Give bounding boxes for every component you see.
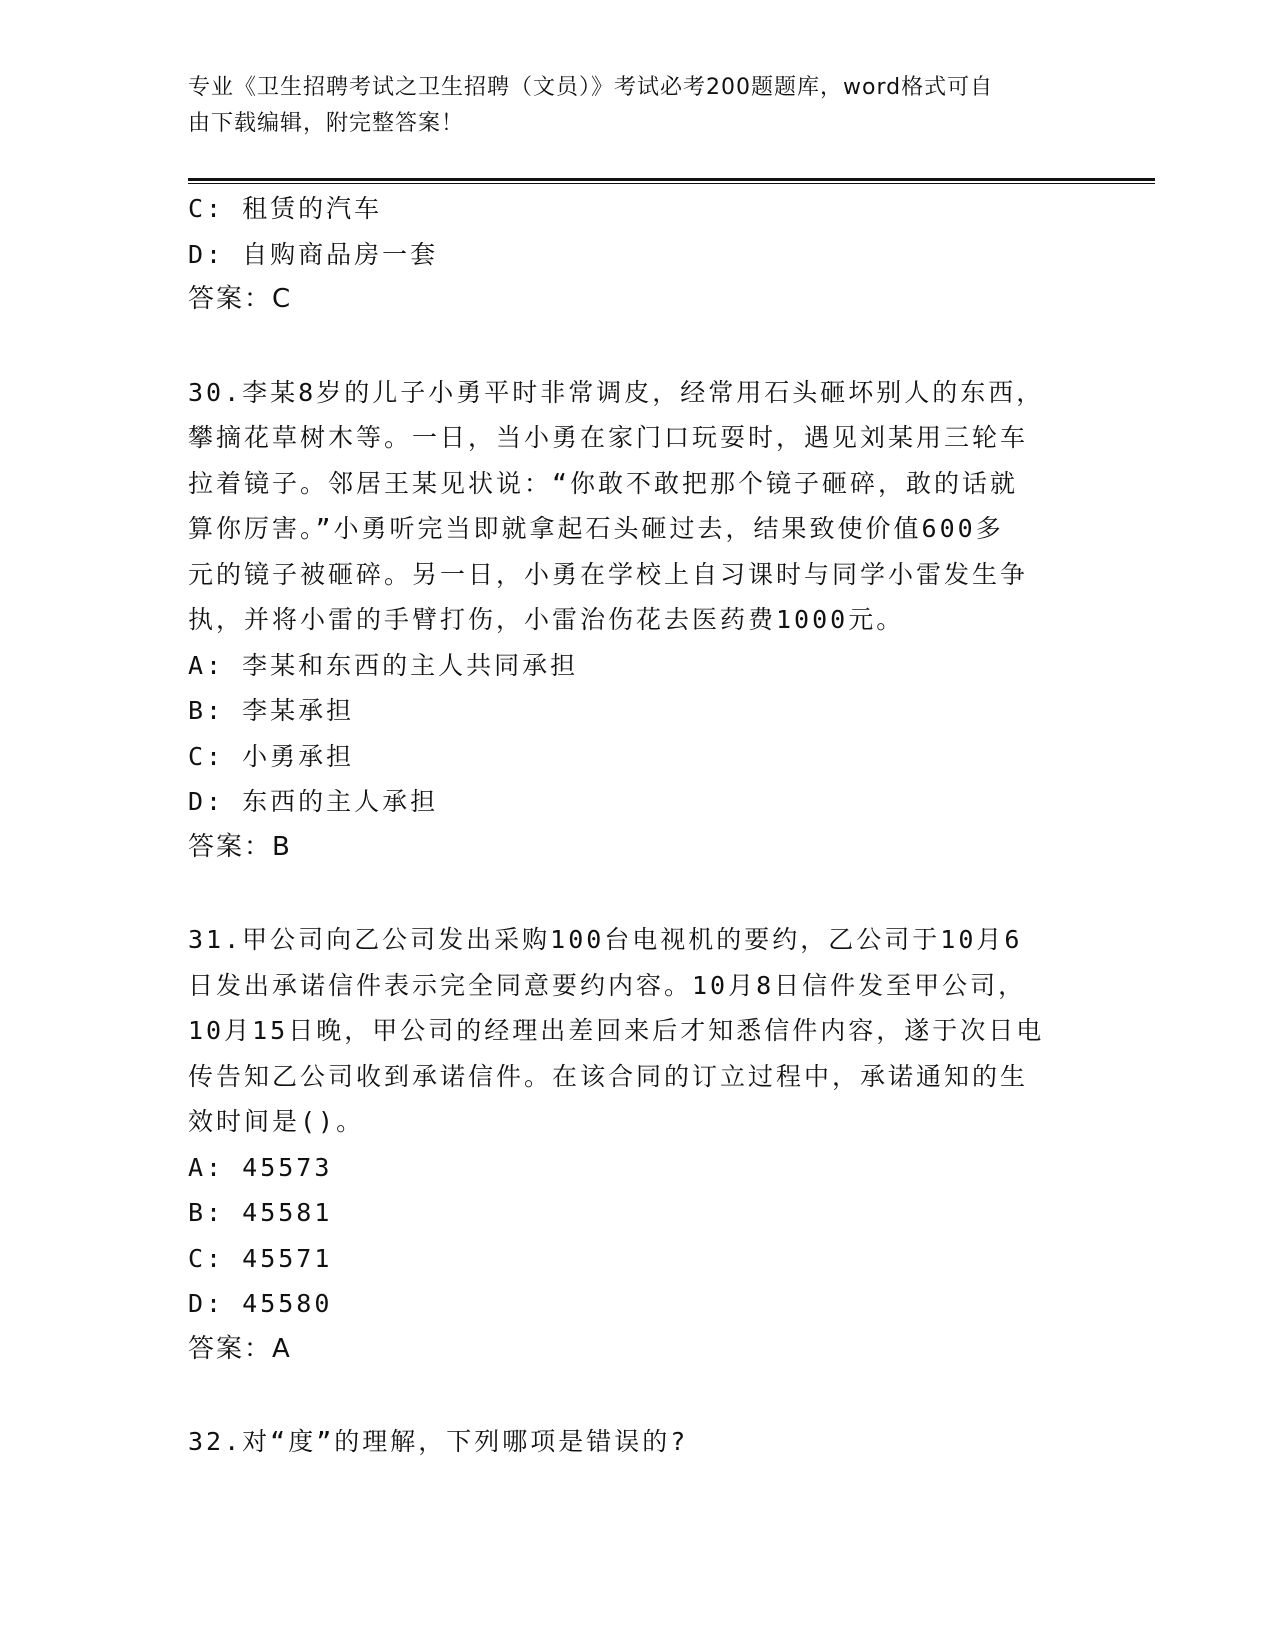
prev-question-options — [188, 186, 1088, 277]
option-d: D: 45580 — [188, 1289, 333, 1318]
stem-line: 效时间是()。 — [188, 1107, 365, 1136]
stem-line: 算你厉害。”小勇听完当即就拿起石头砸过去，结果致使价值600多 — [188, 514, 1004, 543]
stem-line: 日发出承诺信件表示完全同意要约内容。10月8日信件发至甲公司， — [188, 970, 1027, 1000]
stem-line: 元的镜子被砸碎。另一日，小勇在学校上自习课时与同学小雷发生争 — [188, 559, 1029, 589]
header-line-2: 由下载编辑，附完整答案！ — [188, 111, 465, 136]
question-content — [188, 186, 1088, 1465]
stem-line: 30.李某8岁的儿子小勇平时非常调皮，经常用石头砸坏别人的东西， — [188, 377, 1045, 407]
question-31-options — [188, 1145, 1088, 1327]
document-header — [188, 70, 1088, 142]
option-a: A: 李某和东西的主人共同承担 — [188, 650, 579, 680]
header-line-1: 专业《卫生招聘考试之卫生招聘（文员）》考试必考200题题库，word格式可自 — [188, 75, 994, 100]
option-b: B: 李某承担 — [188, 696, 355, 725]
spacer — [188, 870, 1088, 917]
stem-line: 拉着镜子。邻居王某见状说：“你敢不敢把那个镜子砸碎，敢的话就 — [188, 468, 1019, 498]
option-c: C: 租赁的汽车 — [188, 194, 383, 223]
question-30-stem — [188, 370, 1088, 643]
question-32-stem — [188, 1419, 1088, 1465]
stem-line: 攀摘花草树木等。一日，当小勇在家门口玩耍时，遇见刘某用三轮车 — [188, 423, 1029, 452]
question-30-answer: 答案：B — [188, 831, 292, 862]
option-d: D: 东西的主人承担 — [188, 787, 439, 816]
prev-question-answer: 答案：C — [188, 284, 293, 314]
stem-line: 传告知乙公司收到承诺信件。在该合同的订立过程中，承诺通知的生 — [188, 1061, 1029, 1091]
question-30-options — [188, 643, 1088, 825]
stem-line: 执，并将小雷的手臂打伤，小雷治伤花去医药费1000元。 — [188, 605, 905, 634]
option-c: C: 小勇承担 — [188, 741, 355, 771]
spacer — [188, 323, 1088, 370]
question-31-stem — [188, 917, 1088, 1145]
option-b: B: 45581 — [188, 1198, 333, 1227]
spacer — [188, 1372, 1088, 1419]
option-d: D: 自购商品房一套 — [188, 239, 439, 269]
option-c: C: 45571 — [188, 1243, 333, 1273]
option-a: A: 45573 — [188, 1152, 333, 1182]
stem-line: 32.对“度”的理解，下列哪项是错误的? — [188, 1427, 689, 1456]
question-31-answer: 答案：A — [188, 1333, 292, 1364]
header-rule-thick — [188, 178, 1155, 181]
header-rule-thin — [188, 183, 1155, 184]
stem-line: 10月15日晚，甲公司的经理出差回来后才知悉信件内容，遂于次日电 — [188, 1016, 1045, 1045]
stem-line: 31.甲公司向乙公司发出采购100台电视机的要约，乙公司于10月6 — [188, 925, 1023, 954]
